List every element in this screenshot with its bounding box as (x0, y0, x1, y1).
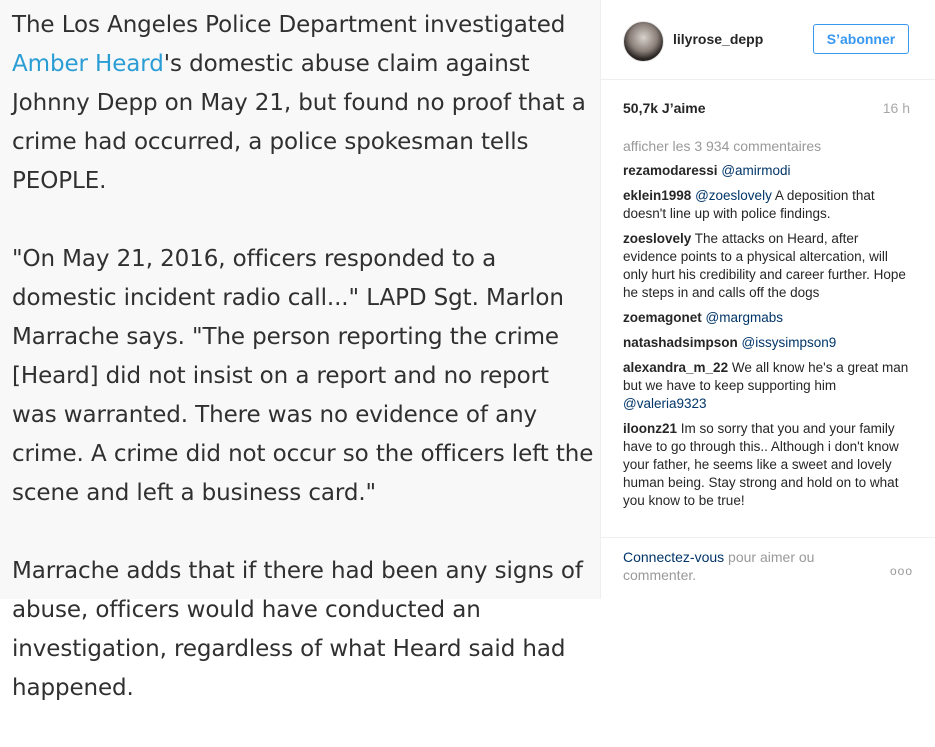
comment-mention[interactable]: @margmabs (705, 310, 784, 325)
likes-count[interactable]: 50,7k J’aime (623, 100, 706, 116)
post-timestamp[interactable]: 16 h (882, 100, 910, 116)
amber-heard-link-text: Amber Heard (12, 51, 164, 77)
comment-mention[interactable]: @valeria9323 (623, 396, 707, 411)
comment-item (623, 187, 913, 223)
comment-text: A deposition that doesn't line up with police findings. (623, 188, 875, 221)
login-prompt-text: pour aimer ou commenter. (623, 549, 815, 583)
comment-username[interactable]: iloonz21 (623, 421, 678, 436)
comment-mention[interactable]: @issysimpson9 (741, 335, 837, 350)
comment-item (623, 420, 913, 510)
post-footer (601, 537, 935, 600)
paragraph-1-start: The Los Angeles Police Department investigated (12, 12, 566, 38)
comment-text: The attacks on Heard, after evidence points to a physical altercation, will only hurt his credibility and career further. Hope he steps in and calls off the dogs (623, 231, 906, 300)
comment-item (623, 334, 913, 352)
paragraph-2: "On May 21, 2016, officers responded to a domestic incident radio call..." LAPD Sgt. Marlon Marrache says. "The person reporting the crime [Heard] did not insist on a report and no report was warranted. There was no evidence of any crime. A crime did not occur so the officers left the scene and left a business card." (12, 246, 594, 506)
login-prompt (623, 548, 853, 584)
comment-text: We all know he's a great man but we have to keep supporting him (623, 360, 909, 393)
follow-button[interactable]: S’abonner (813, 24, 909, 54)
paragraph-1 (12, 6, 597, 201)
post-image-text (12, 6, 597, 747)
comment-username[interactable]: eklein1998 (623, 188, 692, 203)
more-options-icon[interactable]: ooo (889, 564, 913, 578)
username-link[interactable]: lilyrose_depp (673, 31, 764, 47)
comment-username[interactable]: rezamodaressi (623, 163, 718, 178)
comment-username[interactable]: natashadsimpson (623, 335, 738, 350)
comment-item (623, 309, 913, 327)
comment-mention[interactable]: @amirmodi (721, 163, 791, 178)
comment-username[interactable]: zoemagonet (623, 310, 702, 325)
post-sidebar (601, 0, 935, 599)
load-more-comments-link[interactable]: afficher les 3 934 commentaires (623, 138, 822, 154)
login-link[interactable]: Connectez-vous (623, 549, 725, 565)
avatar[interactable] (623, 21, 664, 62)
comment-username[interactable]: zoeslovely (623, 231, 692, 246)
post-header (601, 0, 935, 80)
comment-item (623, 230, 913, 302)
comment-username[interactable]: alexandra_m_22 (623, 360, 729, 375)
comment-item (623, 359, 913, 413)
comment-text: Im so sorry that you and your family have to go through this.. Although i don't know your father, he seems like a sweet and lovely human being. Stay strong and hold on to what you know to be true! (623, 421, 899, 508)
comments-list (623, 162, 913, 517)
paragraph-3: Marrache adds that if there had been any signs of abuse, officers would have conducted an investigation, regardless of what Heard said had happened. (12, 558, 583, 701)
paragraph-1-end: 's domestic abuse claim against Johnny Depp on May 21, but found no proof that a crime had occurred, a police spokesman tells PEOPLE. (12, 51, 586, 194)
comment-mention[interactable]: @zoeslovely (695, 188, 772, 203)
comment-item (623, 162, 913, 180)
